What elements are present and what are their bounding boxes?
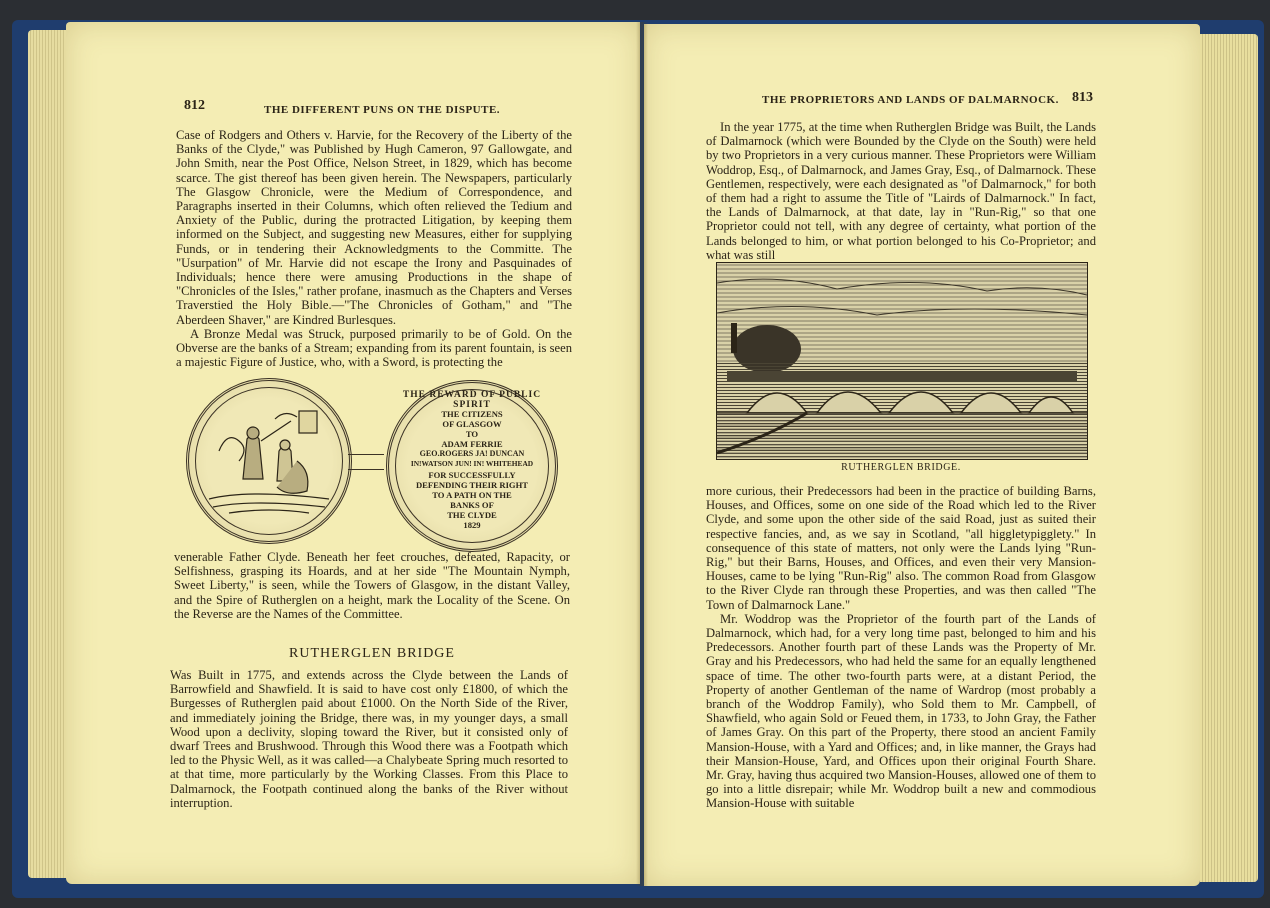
page-number: 813 xyxy=(1072,90,1093,105)
medal-line: IN!WATSON JUN! IN! WHITEHEAD xyxy=(410,459,534,468)
medal-line: ADAM FERRIE xyxy=(441,439,503,449)
page-edges-right xyxy=(1200,34,1258,882)
text-block-1 xyxy=(176,128,572,369)
running-head: THE PROPRIETORS AND LANDS OF DALMARNOCK. xyxy=(762,94,1059,106)
paragraph: In the year 1775, at the time when Rutherglen Bridge was Built, the Lands of Dalmarnock (which were Bounded by the Clyde on the South) were held by two Proprietors in a very curious manner. These Proprietors were William Woddrop, Esq., of Dalmarnock, and James Gray, Esq., of Dalmarnock. These Gentlemen, respectively, were each designated as "of Dalmarnock," for both of them had a right to assume the Title of "Lairds of Dalmarnock." In fact, the Lands of Dalmarnock, at that date, lay in "Run-Rig," so that one Proprietor could not tell, with any degree of certainty, what portion of the Lands belonged to him, or what portion belonged to his Co-Proprietor; and what was still xyxy=(706,120,1096,262)
medal-link xyxy=(348,454,384,470)
paragraph: more curious, their Predecessors had been in the practice of building Barns, Houses, and Offices, some on one side of the Road which led to the River Clyde, and some upon the other side of the said Road, just as suited their respective fancies, and, as we say in Scotland, "all higgletypigglety." In consequence of this state of matters, not only were the Lands lying "Run-Rig," but their Barns, Houses, and Offices, and even their very Mansion-Houses, came to be lying "Run-Rig" also. The common Road from Glasgow to the River Clyde ran through these Properties, and was then called "The Town of Dalmarnock Lane." xyxy=(706,484,1096,612)
medal-line: DEFENDING THEIR RIGHT xyxy=(415,480,529,490)
text-block-1 xyxy=(706,120,1096,262)
running-head: THE DIFFERENT PUNS ON THE DISPUTE. xyxy=(264,104,501,116)
medal-line: TO xyxy=(465,429,479,439)
bridge-engraving xyxy=(716,262,1088,460)
book-gutter xyxy=(636,22,648,886)
medal-line: BANKS OF xyxy=(450,500,494,510)
text-block-2 xyxy=(174,550,570,621)
paragraph: Case of Rodgers and Others v. Harvie, for the Recovery of the Liberty of the Banks of the Clyde," was Published by Hugh Cameron, 97 Gallowgate, and John Smith, near the Post Office, Nelson Street, in 1829, which has become scarce. The gist thereof has been given herein. The Newspapers, particularly The Glasgow Chronicle, were the Medium of Correspondence, and Paragraphs inserted in their Columns, which often relieved the Tedium and Anxiety of the Public, during the protracted Litigation, by keeping them informed on the Subject, and suggesting new Measures, either for supplying Funds, or in tendering their Acknowledgments to the Committe. The "Usurpation" of Mr. Harvie did not escape the Irony and Pasquinades of Individuals; hence there were amusing Productions in the shape of "Chronicles of the Isles," rather profane, inasmuch as the Chapters and Verses Traverstied the Holy Bible.—"The Chronicles of Gotham," and "The Aberdeen Shaver," are Kindred Burlesques. xyxy=(176,128,572,327)
paragraph: Was Built in 1775, and extends across the Clyde between the Lands of Barrowfield and Shawfield. It is said to have cost only £1800, of which the Burgesses of Rutherglen paid about £1000. On the North Side of the River, and immediately joining the Bridge, there was, in my younger days, a small Wood upon a declivity, sloping toward the River, but it consisted only of dwarf Trees and Brushwood. Through this Wood there was a Footpath which led to the Physic Well, as it was called—a Chalybeate Spring much resorted to at that time, more particularly by the Working Classes. From this Place to Dalmarnock, the Footpath continued along the banks of the River without interruption. xyxy=(170,668,568,810)
text-block-3 xyxy=(170,668,568,810)
medal-line: GEO.ROGERS JA! DUNCAN xyxy=(419,449,525,458)
figure-caption: RUTHERGLEN BRIDGE. xyxy=(841,462,961,473)
medal-line: FOR SUCCESSFULLY xyxy=(428,470,516,480)
paragraph: Mr. Woddrop was the Proprietor of the fourth part of the Lands of Dalmarnock, which had, for a very long time past, belonged to him and his Predecessors. Another fourth part of these Lands was the Property of Mr. Gray and his Predecessors, who had held the same for an equally lengthened space of time. The other two-fourth parts were, at a distant Period, the Property of another Gentleman of the name of Wardrop (most probably a branch of the Woddrop Family), who Sold them to Mr. Campbell, of Shawfield, who again Sold or Feued them, in 1733, to John Gray, the Father of James Gray. On this part of the Property, there stood an ancient Family Mansion-House, with a Yard and Offices; and, in like manner, the Grays had their Mansion-House, Yard, and Offices upon their original Fourth Share. Mr. Gray, having thus acquired two Mansion-Houses, allowed one of them to go into a little disrepair; while Mr. Woddrop built a new and commodious Mansion-House with suitable xyxy=(706,611,1096,811)
medal-line: OF GLASGOW xyxy=(442,419,502,429)
medal-legend: THE REWARD OF PUBLIC SPIRIT xyxy=(402,390,542,411)
page-edges-left xyxy=(28,30,68,878)
page-number: 812 xyxy=(184,98,205,113)
medal-line: THE CITIZENS xyxy=(441,409,503,419)
medal-obverse xyxy=(186,378,352,544)
left-page xyxy=(66,22,640,884)
paragraph: A Bronze Medal was Struck, purposed primarily to be of Gold. On the Obverse are the banks of a Stream; expanding from its parent fountain, is seen a majestic Figure of Justice, who, with a Sword, is protecting the xyxy=(176,326,572,370)
text-block-2 xyxy=(706,484,1096,811)
medal-line: 1829 xyxy=(463,520,481,530)
paragraph: venerable Father Clyde. Beneath her feet crouches, defeated, Rapacity, or Selfishness, grasping its Hoards, and at her side "The Mountain Nymph, Sweet Liberty," is seen, while the Towers of Glasgow, in the distant Valley, and the Spire of Rutherglen on a height, mark the Locality of the Scene. On the Reverse are the Names of the Committee. xyxy=(174,550,570,621)
medal-line: THE CLYDE xyxy=(447,510,497,520)
bridge-illustration xyxy=(717,263,1087,459)
medal-line: TO A PATH ON THE xyxy=(432,490,512,500)
section-title: RUTHERGLEN BRIDGE xyxy=(289,646,455,661)
justice-figure xyxy=(189,381,349,541)
medal-reverse xyxy=(386,380,558,552)
